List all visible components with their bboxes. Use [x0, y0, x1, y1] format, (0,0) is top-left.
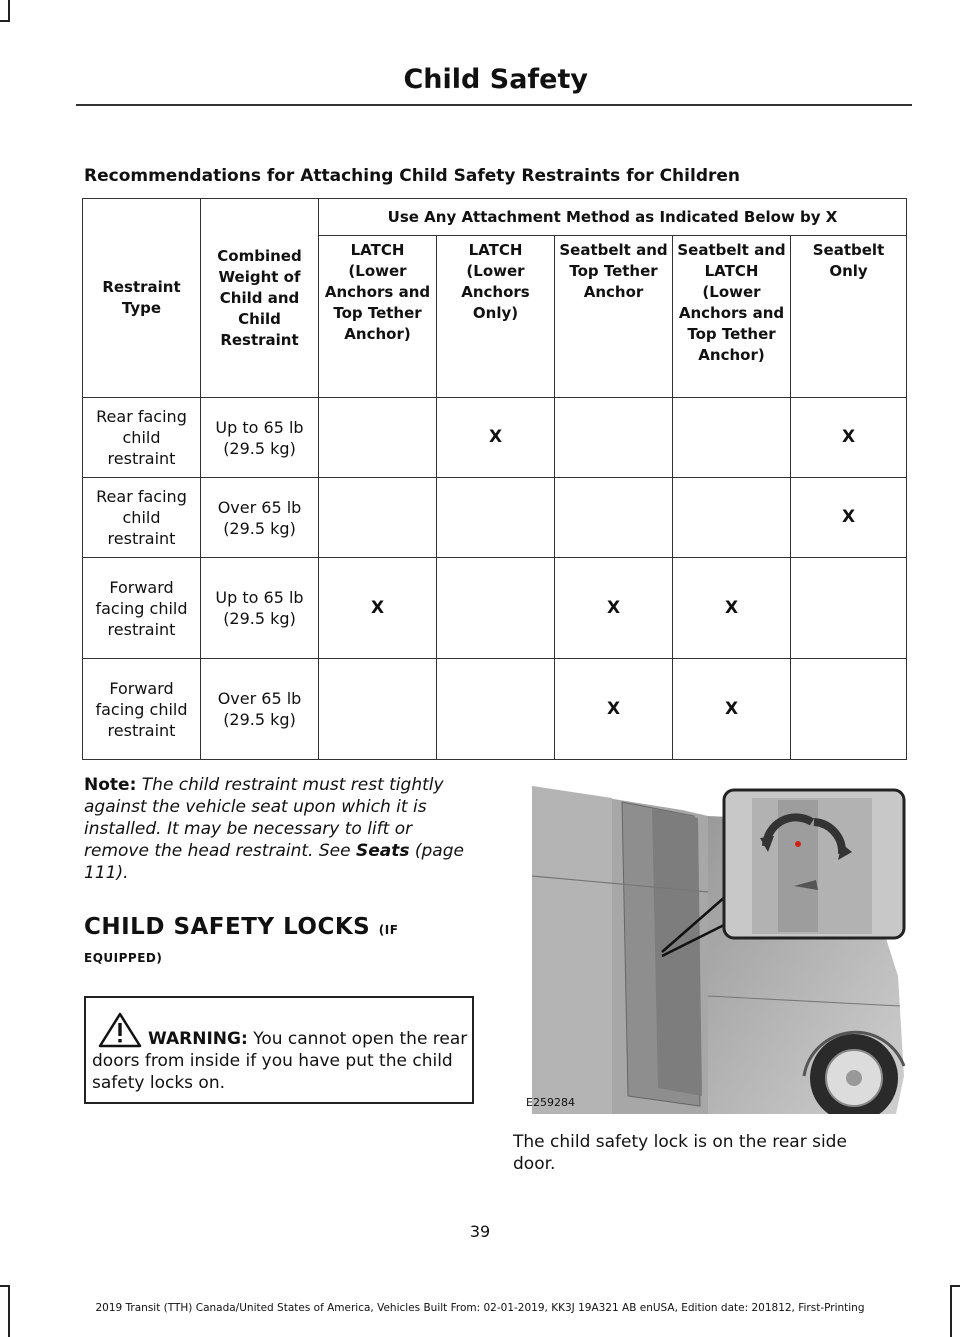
table-row — [83, 478, 907, 558]
cell-weight: Over 65 lb (29.5 kg) — [201, 659, 319, 760]
cell-mark — [437, 558, 555, 659]
cell-restraint-type: Forward facing child restraint — [83, 558, 201, 659]
crop-mark — [0, 20, 8, 22]
cell-mark — [319, 478, 437, 558]
restraint-table — [82, 198, 907, 760]
page-footer: 2019 Transit (TTH) Canada/United States of America, Vehicles Built From: 02-01-2019, KK3J 19A321 AB enUSA, Edition date: 201812, First-Printing — [95, 1302, 865, 1314]
page-number: 39 — [469, 1222, 491, 1241]
cell-mark — [555, 398, 673, 478]
header-method-latch-lower: LATCH (Lower Anchors Only) — [437, 236, 555, 398]
warning-label: WARNING: — [148, 1029, 248, 1049]
header-method-seatbelt-only: Seatbelt Only — [791, 236, 907, 398]
crop-mark — [8, 0, 10, 22]
cell-mark: X — [673, 659, 791, 760]
seats-link[interactable]: Seats — [355, 841, 410, 861]
cell-restraint-type: Rear facing child restraint — [83, 398, 201, 478]
header-method-seatbelt-latch: Seatbelt and LATCH (Lower Anchors and Top Tether Anchor) — [673, 236, 791, 398]
cell-restraint-type: Rear facing child restraint — [83, 478, 201, 558]
header-method-seatbelt-tether: Seatbelt and Top Tether Anchor — [555, 236, 673, 398]
warning-body: You cannot open the rear doors from inside if you have put the child safety locks on. — [92, 1029, 468, 1093]
note-text: The child restraint must rest tightly against the vehicle seat upon which it is installed. It may be necessary to lift or remove the head restraint. — [84, 775, 444, 861]
note-page-ref: (page 111). — [84, 841, 464, 883]
page-header-title: Child Safety — [403, 64, 588, 95]
cell-mark — [319, 659, 437, 760]
van-door-drawing — [512, 776, 912, 1114]
warning-text — [92, 1028, 468, 1094]
cell-mark — [673, 398, 791, 478]
cell-mark: X — [791, 478, 907, 558]
header-restraint-type: Restraint Type — [83, 199, 201, 398]
section-title: CHILD SAFETY LOCKS — [84, 914, 371, 940]
cell-weight: Up to 65 lb (29.5 kg) — [201, 398, 319, 478]
header-rule — [76, 104, 912, 106]
crop-mark — [0, 1285, 10, 1287]
cell-restraint-type: Forward facing child restraint — [83, 659, 201, 760]
cell-mark: X — [555, 659, 673, 760]
warning-box — [84, 996, 474, 1104]
cell-mark — [319, 398, 437, 478]
section-suffix: (IF — [378, 923, 399, 937]
cell-mark: X — [319, 558, 437, 659]
table-row — [83, 659, 907, 760]
cell-mark: X — [437, 398, 555, 478]
section-heading — [84, 914, 398, 940]
cell-mark: X — [673, 558, 791, 659]
header-method-latch-tether: LATCH (Lower Anchors and Top Tether Anchor) — [319, 236, 437, 398]
cell-mark: X — [791, 398, 907, 478]
table-title: Recommendations for Attaching Child Safety Restraints for Children — [84, 166, 741, 186]
cell-mark — [791, 659, 907, 760]
illustration-code: E259284 — [526, 1096, 575, 1109]
note-see: See — [318, 841, 351, 861]
illustration-caption: The child safety lock is on the rear side door. — [513, 1132, 847, 1174]
child-lock-illustration — [512, 776, 912, 1114]
table-row — [83, 558, 907, 659]
note-paragraph — [84, 774, 476, 884]
cell-weight: Over 65 lb (29.5 kg) — [201, 478, 319, 558]
cell-mark — [555, 478, 673, 558]
header-attachment-group: Use Any Attachment Method as Indicated Below by X — [319, 199, 907, 236]
cell-mark: X — [555, 558, 673, 659]
cell-mark — [437, 478, 555, 558]
cell-mark — [791, 558, 907, 659]
table-row — [83, 398, 907, 478]
cell-mark — [437, 659, 555, 760]
cell-weight: Up to 65 lb (29.5 kg) — [201, 558, 319, 659]
cell-mark — [673, 478, 791, 558]
header-combined-weight: Combined Weight of Child and Child Restraint — [201, 199, 319, 398]
note-label: Note: — [84, 775, 137, 795]
section-suffix-continued: EQUIPPED) — [84, 951, 163, 965]
